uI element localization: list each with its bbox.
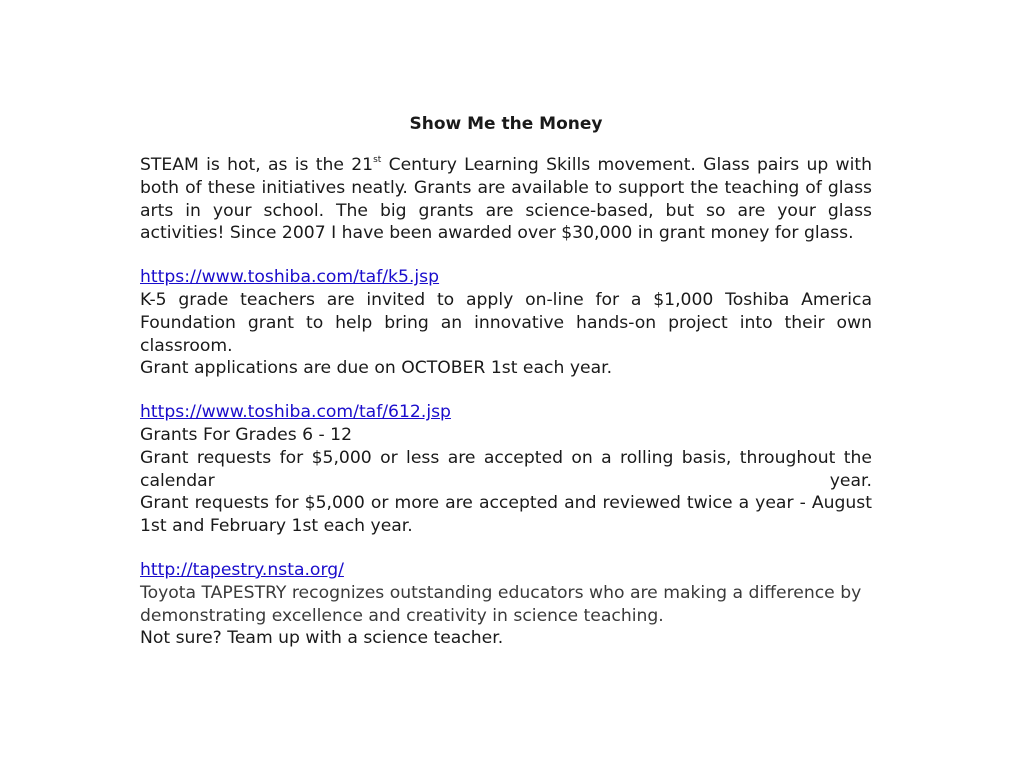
- grant-section-k5: [140, 266, 872, 380]
- tapestry-description: Toyota TAPESTRY recognizes outstanding educators who are making a difference by demonstrating excellence and creativity in science teaching.: [140, 582, 862, 626]
- intro-superscript: st: [373, 155, 382, 166]
- tapestry-note: Not sure? Team up with a science teacher.: [140, 628, 504, 649]
- intro-text-start: STEAM is hot, as is the 21: [140, 155, 374, 175]
- rolling-basis-text: Grant requests for $5,000 or less are accepted on a rolling basis, throughout the calendar year.: [140, 447, 872, 491]
- k5-description: K-5 grade teachers are invited to apply on-line for a $1,000 Toshiba America Foundation grant to help bring an innovative hands-on project into their own classroom.: [140, 289, 872, 356]
- k5-deadline-note: Grant applications are due on OCTOBER 1st each year.: [140, 358, 613, 379]
- document-title: Show Me the Money: [409, 114, 603, 134]
- twice-yearly-text: Grant requests for $5,000 or more are accepted and reviewed twice a year - August 1st and February 1st each year.: [140, 493, 872, 537]
- tapestry-link[interactable]: http://tapestry.nsta.org/: [140, 559, 344, 580]
- grant-section-tapestry: [140, 559, 872, 650]
- intro-paragraph: [140, 154, 872, 245]
- grant-section-612: [140, 401, 872, 538]
- document-page: [140, 112, 872, 650]
- intro-text-rest: Century Learning Skills movement. Glass pairs up with both of these initiatives neatly. Grants are available to support the teaching of glass arts in your school. The big grants are science-based, but so are your glass activities! Since 2007 I have been awarded over $30,000 in grant money for glass.: [140, 155, 872, 244]
- toshiba-612-link[interactable]: https://www.toshiba.com/taf/612.jsp: [140, 402, 451, 423]
- toshiba-k5-link[interactable]: https://www.toshiba.com/taf/k5.jsp: [140, 267, 440, 288]
- grades-612-heading: Grants For Grades 6 - 12: [140, 424, 353, 445]
